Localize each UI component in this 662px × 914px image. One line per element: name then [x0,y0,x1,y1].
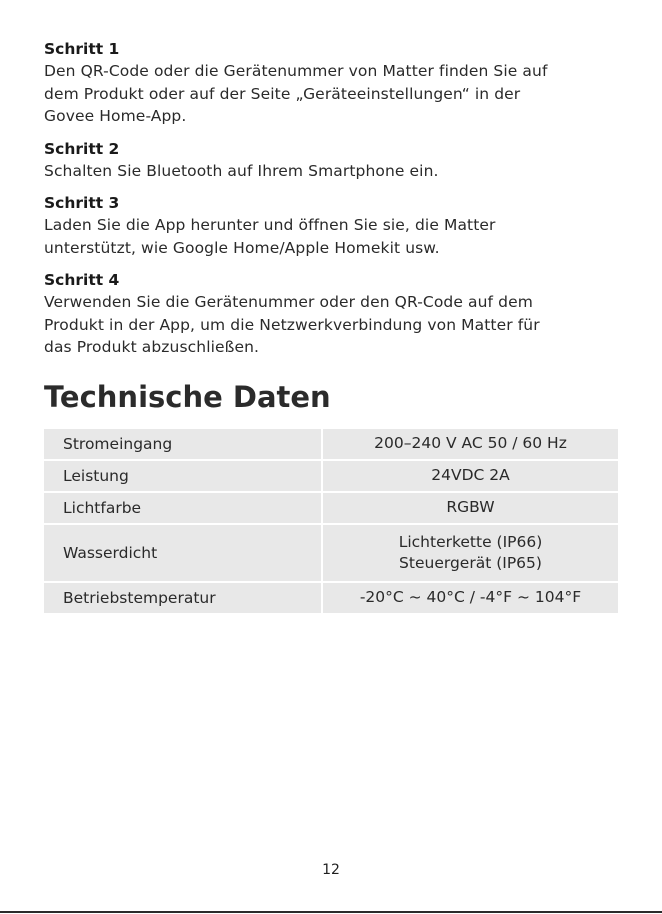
bottom-divider [0,911,662,913]
table-row [44,460,618,492]
spec-value: RGBW [322,492,618,524]
step-line: Den QR-Code oder die Gerätenummer von Matter finden Sie auf [44,62,548,80]
step-title: Schritt 3 [44,194,120,212]
section-title-technical-data: Technische Daten [44,379,331,414]
step-line: Produkt in der App, um die Netzwerkverbindung von Matter für [44,315,540,334]
spec-value: 24VDC 2A [322,460,618,492]
specs-table [44,429,618,615]
spec-label: Leistung [44,460,322,492]
table-row [44,524,618,582]
spec-value-line: Steuergerät (IP65) [399,553,542,572]
step-line: Verwenden Sie die Gerätenummer oder den QR-Code auf dem [44,293,533,311]
spec-label: Wasserdicht [44,524,322,582]
spec-value: 200–240 V AC 50 / 60 Hz [322,429,618,460]
spec-value [322,524,618,582]
spec-label: Lichtfarbe [44,492,322,524]
step-4 [44,269,620,359]
step-line: Laden Sie die App herunter und öffnen Sie sie, die Matter [44,216,496,234]
step-line: Govee Home-App. [44,107,187,125]
step-line: Schalten Sie Bluetooth auf Ihrem Smartphone ein. [44,161,439,180]
spec-value-line: Lichterkette (IP66) [398,532,543,551]
step-text [44,60,620,128]
step-1 [44,38,620,128]
step-3 [44,192,620,259]
table-row [44,492,618,524]
step-text [44,160,620,183]
step-line: das Produkt abzuschließen. [44,338,260,356]
manual-page [44,38,620,615]
step-text [44,291,620,359]
step-text [44,214,620,259]
step-line: unterstützt, wie Google Home/Apple Homekit usw. [44,238,440,257]
spec-value: -20°C ~ 40°C / -4°F ~ 104°F [322,582,618,614]
table-row [44,429,618,460]
page-number: 12 [322,862,340,878]
step-title: Schritt 1 [44,40,120,58]
step-title: Schritt 4 [44,271,120,289]
table-row [44,582,618,614]
step-line: dem Produkt oder auf der Seite „Geräteeinstellungen“ in der [44,84,521,103]
step-title: Schritt 2 [44,139,120,158]
spec-label: Betriebstemperatur [44,582,322,614]
spec-label: Stromeingang [44,429,322,460]
step-2 [44,138,620,183]
